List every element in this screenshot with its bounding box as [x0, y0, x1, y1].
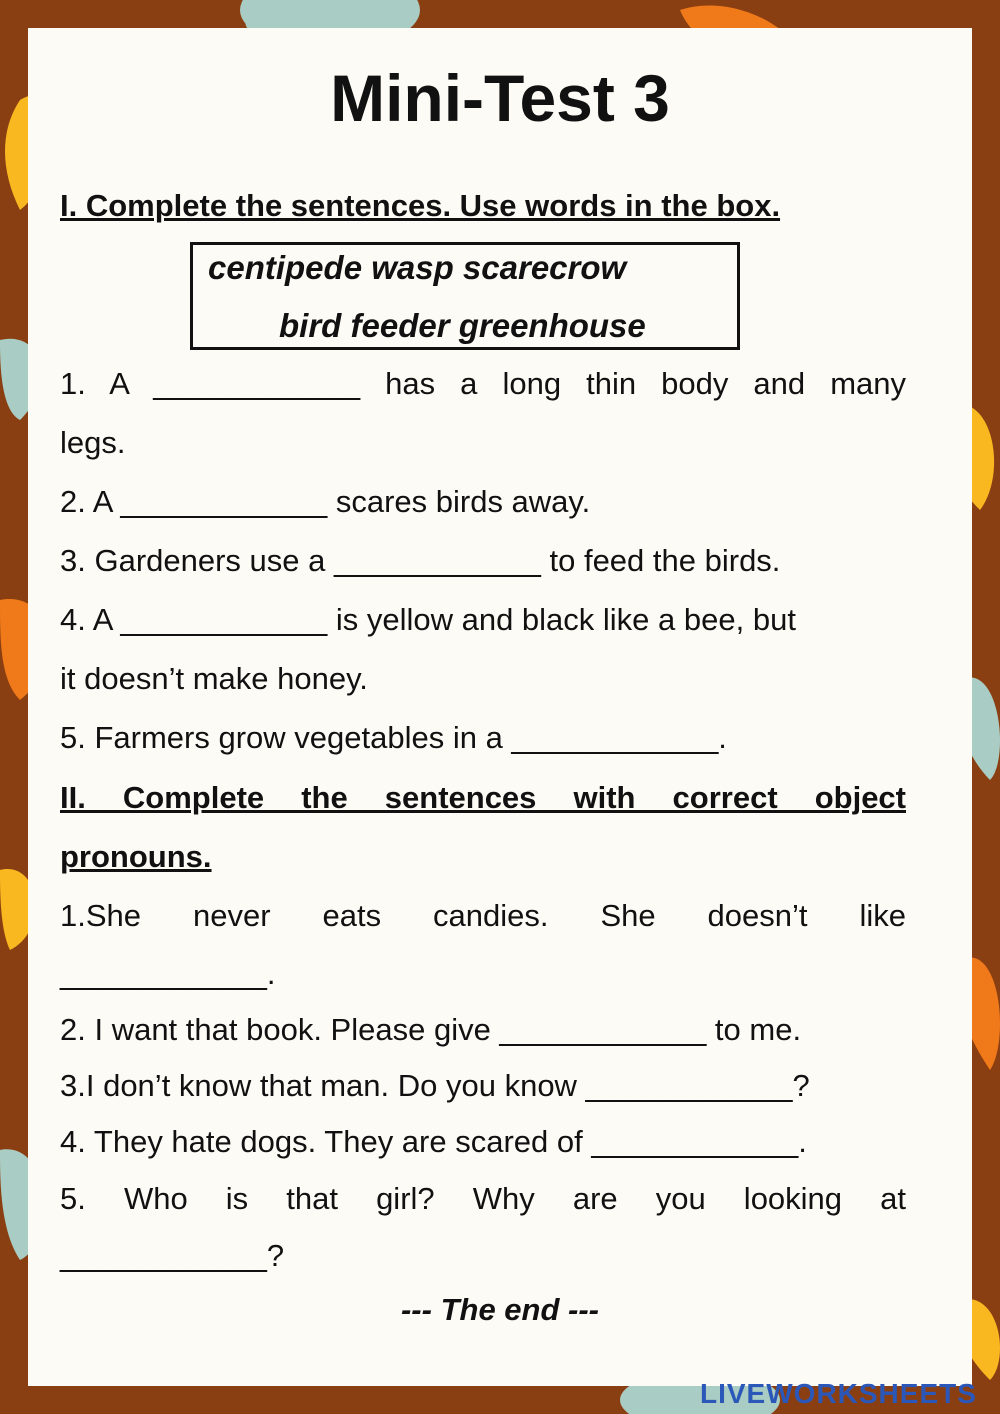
liveworksheets-logo: LIVEWORKSHEETS: [700, 1378, 977, 1409]
s1-item-1-line-2: legs.: [60, 425, 126, 460]
s2-item-5-line-2: ____________?: [60, 1238, 285, 1273]
s1-item-2: 2. A ____________ scares birds away.: [60, 484, 591, 519]
section-2-heading-line-2: pronouns.: [60, 839, 212, 874]
s2-item-2: 2. I want that book. Please give ____________ to me.: [60, 1012, 802, 1047]
s2-item-4: 4. They hate dogs. They are scared of ____________.: [60, 1124, 807, 1159]
the-end-footer: --- The end ---: [400, 1292, 599, 1327]
s1-item-5: 5. Farmers grow vegetables in a ____________.: [60, 720, 727, 755]
page-title: Mini-Test 3: [330, 61, 670, 135]
s1-item-1-line-1: 1. A ____________ has a long thin body and many: [60, 366, 906, 401]
section-2-heading-line-1: II. Complete the sentences with correct object: [60, 780, 906, 815]
s2-item-5-line-1: 5. Who is that girl? Why are you looking at: [60, 1181, 906, 1216]
s2-item-3: 3.I don’t know that man. Do you know ____________?: [60, 1068, 810, 1103]
s1-item-4-line-1: 4. A ____________ is yellow and black like a bee, but: [60, 602, 796, 637]
section-1-heading: I. Complete the sentences. Use words in the box.: [60, 188, 781, 223]
s1-item-3: 3. Gardeners use a ____________ to feed the birds.: [60, 543, 781, 578]
s2-item-1-line-2: ____________.: [60, 956, 276, 991]
word-box-row-1: centipede wasp scarecrow: [208, 249, 627, 286]
s2-item-1-line-1: 1.She never eats candies. She doesn’t like: [60, 898, 906, 933]
s1-item-4-line-2: it doesn’t make honey.: [60, 661, 368, 696]
word-box: [190, 242, 740, 350]
word-box-row-2: bird feeder greenhouse: [279, 307, 646, 344]
